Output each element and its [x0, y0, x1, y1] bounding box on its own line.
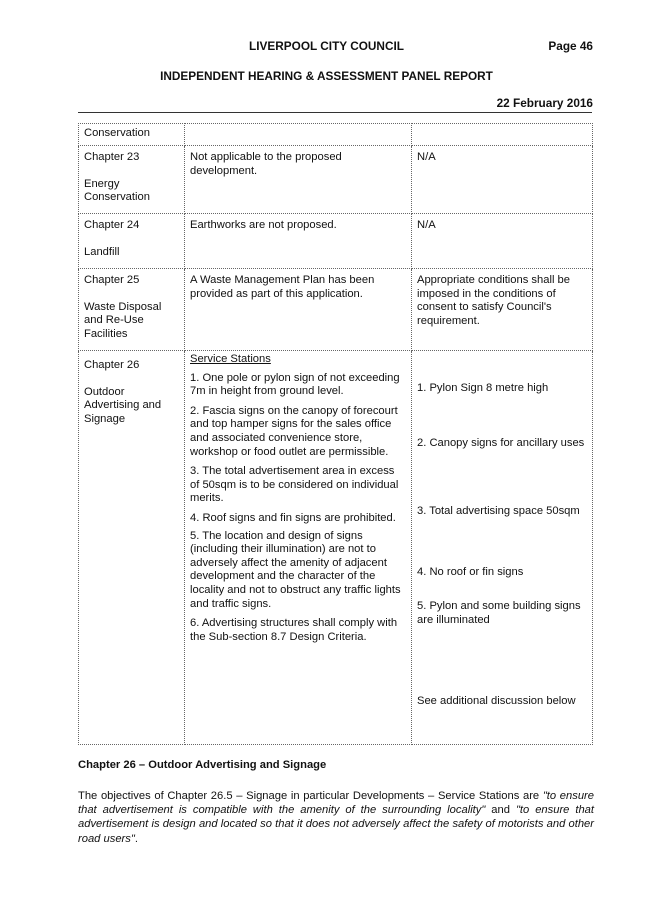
- section-heading: Chapter 26 – Outdoor Advertising and Signage: [78, 759, 327, 771]
- row0-chapter-text: Conservation: [84, 127, 150, 139]
- table-row: [79, 214, 593, 269]
- section-paragraph: [78, 789, 594, 846]
- provision-item-1: 1. One pole or pylon sign of not exceeding 7m in height from ground level.: [190, 371, 400, 398]
- compliance-item-2: 2. Canopy signs for ancillary uses: [417, 437, 585, 449]
- row2-compliance-text: N/A: [417, 219, 436, 231]
- provision-item-3: 3. The total advertisement area in excess of 50sqm is to be considered on individual merits.: [190, 465, 399, 505]
- row3-chapter-title: Waste Disposal and Re-Use Facilities: [84, 300, 162, 340]
- provision-item-5: 5. The location and design of signs (including their illumination) are not to adversely affect the amenity of adjacent development and the character of the locality and not to obstruct any traffic lights and traffic signs.: [190, 529, 401, 610]
- provision-item-6: 6. Advertising structures shall comply with the Sub-section 8.7 Design Criteria.: [190, 617, 398, 643]
- table-row: [79, 124, 593, 146]
- para-end: .: [134, 832, 138, 845]
- row1-provision-text: Not applicable to the proposed development.: [190, 151, 342, 177]
- row3-chapter-number: Chapter 25: [84, 274, 140, 286]
- table-cell-chapter: [79, 124, 185, 146]
- row2-provision-text: Earthworks are not proposed.: [190, 219, 337, 231]
- para-mid: and: [485, 804, 516, 817]
- table-cell-chapter: [79, 146, 185, 214]
- row1-chapter-number: Chapter 23: [84, 151, 140, 163]
- row3-provision-text: A Waste Management Plan has been provided as part of this application.: [190, 274, 375, 300]
- row1-compliance-text: N/A: [417, 151, 436, 163]
- table-row: [79, 269, 593, 351]
- para-quote-2: "to ensure that advertisement is design and located so that it does not adversely affect the safety of motorists and other road users": [78, 804, 595, 845]
- compliance-item-6: See additional discussion below: [417, 695, 576, 707]
- header-date: 22 February 2016: [496, 96, 593, 110]
- header-report-title: INDEPENDENT HEARING & ASSESSMENT PANEL REPORT: [160, 69, 493, 83]
- header-divider: [78, 112, 592, 113]
- para-lead: The objectives of Chapter 26.5 – Signage in particular Developments – Service Stations are: [78, 790, 543, 802]
- table-cell-provision: [185, 124, 412, 146]
- header-organisation: LIVERPOOL CITY COUNCIL: [249, 39, 404, 53]
- provision-item-4: 4. Roof signs and fin signs are prohibited.: [190, 511, 396, 524]
- row2-chapter-title: Landfill: [84, 245, 120, 258]
- header-page-number: Page 46: [548, 39, 593, 53]
- table-row: [79, 146, 593, 214]
- service-stations-heading: Service Stations: [190, 353, 271, 365]
- row3-compliance-text: Appropriate conditions shall be imposed in the conditions of consent to satisfy Council's requirement.: [417, 274, 570, 327]
- table-cell-provision: [185, 351, 412, 745]
- table-cell-compliance: [412, 214, 593, 269]
- compliance-item-3: 3. Total advertising space 50sqm: [417, 505, 580, 517]
- table-cell-chapter: [79, 214, 185, 269]
- para-quote-1: "to ensure that advertisement is compatible with the amenity of the surrounding locality": [78, 790, 594, 817]
- compliance-item-5: 5. Pylon and some building signs are illuminated: [417, 600, 581, 626]
- table-cell-compliance: [412, 124, 593, 146]
- table-cell-provision: [185, 214, 412, 269]
- row4-chapter-title: Outdoor Advertising and Signage: [84, 385, 162, 425]
- compliance-table: [78, 123, 593, 745]
- table-cell-provision: [185, 269, 412, 351]
- compliance-list: [417, 351, 587, 743]
- row4-chapter-number: Chapter 26: [84, 359, 140, 371]
- row2-chapter-number: Chapter 24: [84, 219, 140, 231]
- table-cell-compliance: [412, 351, 593, 745]
- table-row: [79, 351, 593, 745]
- row1-chapter-title: Energy Conservation: [84, 177, 150, 204]
- table-cell-compliance: [412, 146, 593, 214]
- provision-item-2: 2. Fascia signs on the canopy of forecourt and top hamper signs for the sales office and associated convenience store, workshop or food outlet are permissible.: [190, 404, 398, 458]
- compliance-item-1: 1. Pylon Sign 8 metre high: [417, 382, 549, 394]
- table-cell-compliance: [412, 269, 593, 351]
- table-cell-chapter: [79, 269, 185, 351]
- table-cell-provision: [185, 146, 412, 214]
- table-cell-chapter: [79, 351, 185, 745]
- compliance-item-4: 4. No roof or fin signs: [417, 566, 524, 578]
